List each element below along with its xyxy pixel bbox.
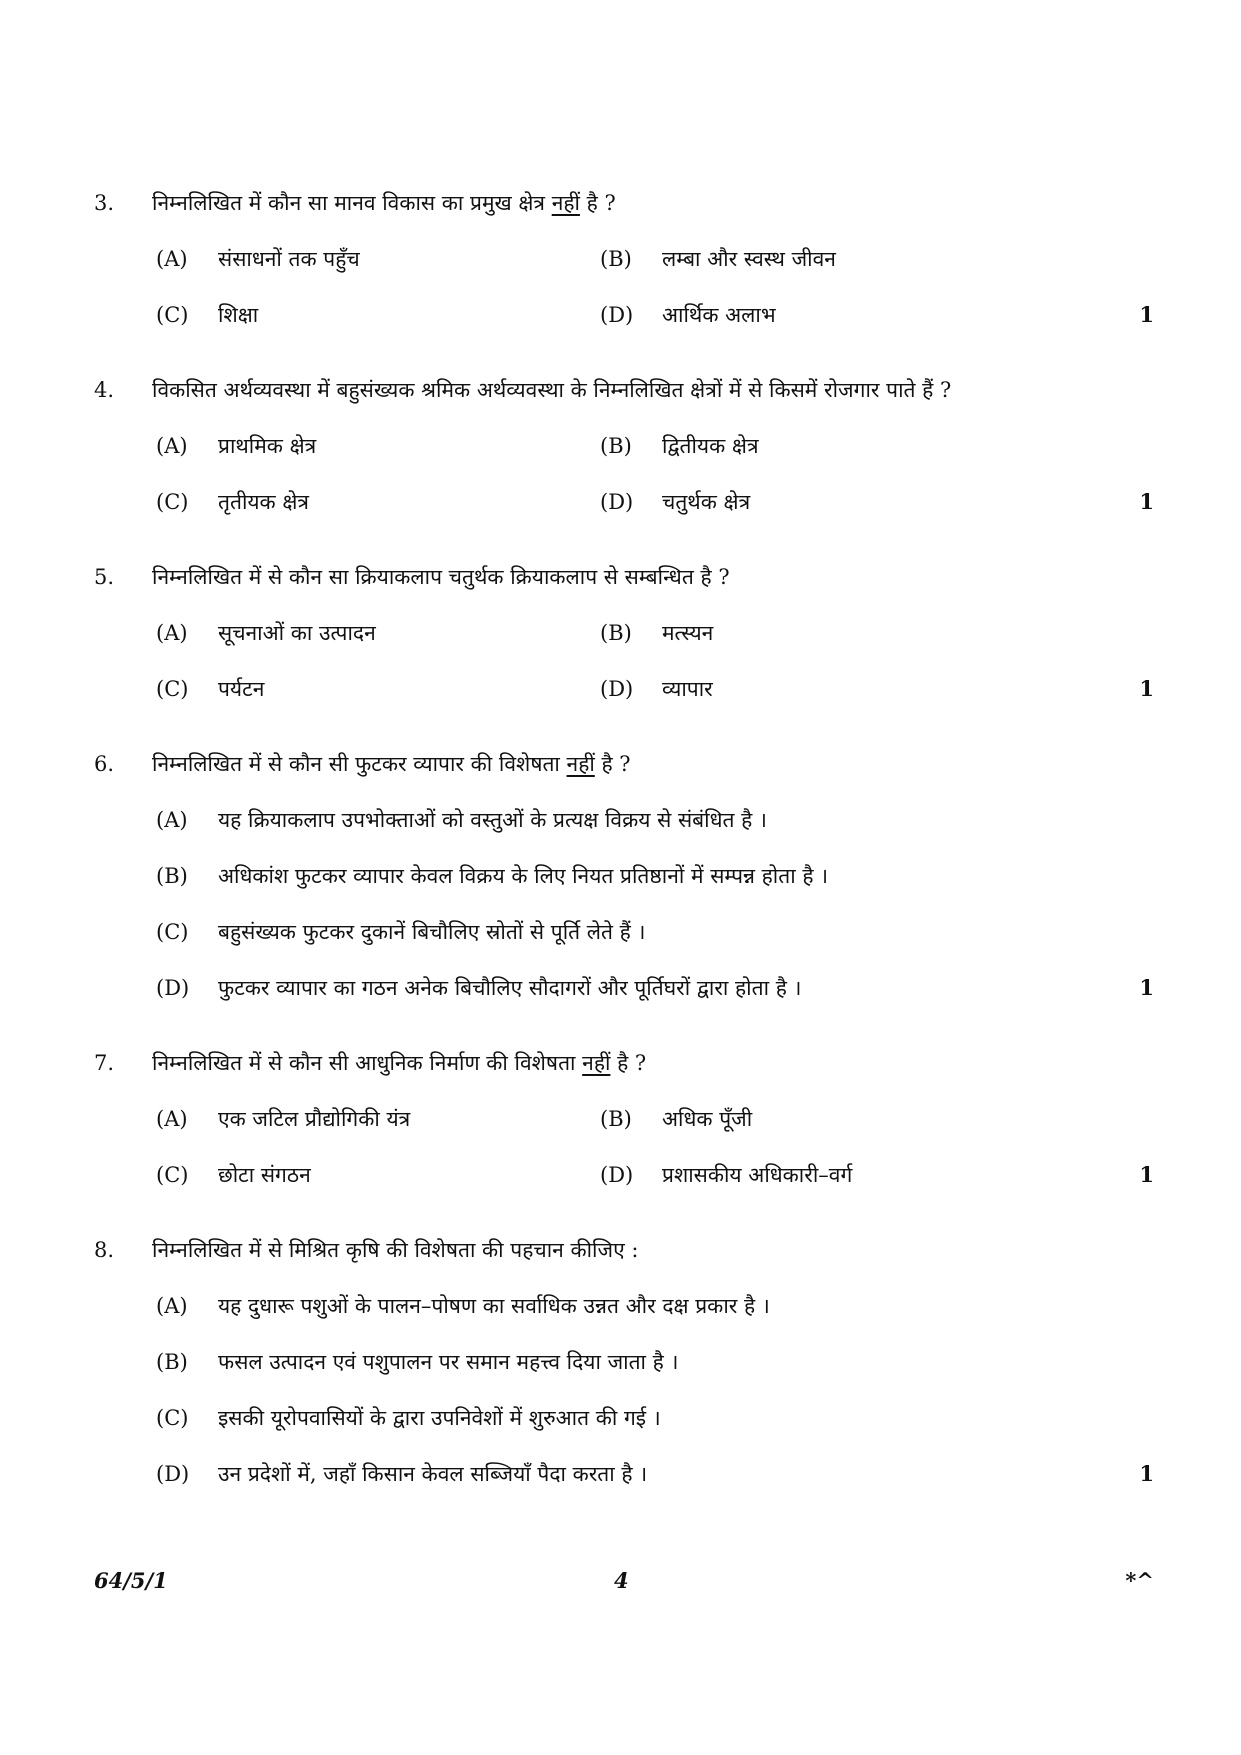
option-b: (B) अधिकांश फुटकर व्यापार केवल विक्रय के लिए नियत प्रतिष्ठानों में सम्पन्न होता है । [156,864,829,888]
option-c: (C) इसकी यूरोपवासियों के द्वारा उपनिवेशों में शुरुआत की गई । [156,1406,661,1430]
question-number: 7. [94,1051,115,1075]
emphasis-not: नहीं [551,191,580,215]
option-a: (A) प्राथमिक क्षेत्र [156,434,317,458]
question-text: विकसित अर्थव्यवस्था में बहुसंख्यक श्रमिक अर्थव्यवस्था के निम्नलिखित क्षेत्रों में से किसमें रोजगार पाते हैं ? [152,378,952,402]
question-number: 3. [94,191,115,215]
question-4 [94,363,1154,530]
option-b: (B) अधिक पूँजी [600,1107,753,1131]
question-8 [94,1223,1154,1502]
option-a: (A) एक जटिल प्रौद्योगिकी यंत्र [156,1107,411,1131]
option-b: (B) द्वितीयक क्षेत्र [600,434,759,458]
option-d: (D) फुटकर व्यापार का गठन अनेक बिचौलिए सौदागरों और पूर्तिघरों द्वारा होता है । [156,976,802,1000]
option-d: (D) उन प्रदेशों में, जहाँ किसान केवल सब्जियाँ पैदा करता है । [156,1462,648,1486]
question-5 [94,550,1154,717]
question-number: 8. [94,1238,115,1262]
option-d: (D) व्यापार [600,677,713,701]
option-c: (C) बहुसंख्यक फुटकर दुकानें बिचौलिए स्रोतों से पूर्ति लेते हैं । [156,920,646,944]
option-a: (A) सूचनाओं का उत्पादन [156,621,376,645]
emphasis-not: नहीं [582,1051,611,1075]
question-text: निम्नलिखित में कौन सा मानव विकास का प्रमुख क्षेत्र नहीं है ? [152,191,616,215]
question-number: 5. [94,565,115,589]
question-list [94,176,1154,1502]
page-number: 4 [614,1568,629,1593]
option-d: (D) प्रशासकीय अधिकारी–वर्ग [600,1163,853,1187]
paper-code: 64/5/1 [94,1568,168,1593]
question-text: निम्नलिखित में से कौन सा क्रियाकलाप चतुर्थक क्रियाकलाप से सम्बन्धित है ? [152,565,730,589]
option-b: (B) फसल उत्पादन एवं पशुपालन पर समान महत्त्व दिया जाता है । [156,1350,679,1374]
question-7 [94,1036,1154,1203]
option-c: (C) पर्यटन [156,677,265,701]
question-text: निम्नलिखित में से कौन सी आधुनिक निर्माण की विशेषता नहीं है ? [152,1051,647,1075]
footer-mark: *^ [1125,1568,1154,1593]
marks: 1 [1139,302,1154,327]
marks: 1 [1139,676,1154,701]
marks: 1 [1139,1461,1154,1486]
marks: 1 [1139,489,1154,514]
option-d: (D) आर्थिक अलाभ [600,303,776,327]
question-6 [94,737,1154,1016]
question-number: 4. [94,378,115,402]
question-3 [94,176,1154,343]
option-a: (A) यह दुधारू पशुओं के पालन–पोषण का सर्वाधिक उन्नत और दक्ष प्रकार है । [156,1294,770,1318]
option-a: (A) यह क्रियाकलाप उपभोक्ताओं को वस्तुओं के प्रत्यक्ष विक्रय से संबंधित है । [156,808,767,832]
option-b: (B) लम्बा और स्वस्थ जीवन [600,247,836,271]
option-b: (B) मत्स्यन [600,621,714,645]
question-text: निम्नलिखित में से मिश्रित कृषि की विशेषता की पहचान कीजिए : [152,1238,639,1262]
option-a: (A) संसाधनों तक पहुँच [156,247,360,271]
option-c: (C) तृतीयक क्षेत्र [156,490,310,514]
option-c: (C) शिक्षा [156,303,259,327]
question-text: निम्नलिखित में से कौन सी फुटकर व्यापार की विशेषता नहीं है ? [152,752,631,776]
emphasis-not: नहीं [566,752,595,776]
marks: 1 [1139,975,1154,1000]
marks: 1 [1139,1162,1154,1187]
option-d: (D) चतुर्थक क्षेत्र [600,490,751,514]
page-footer [94,1568,1154,1608]
option-c: (C) छोटा संगठन [156,1163,311,1187]
question-number: 6. [94,752,115,776]
